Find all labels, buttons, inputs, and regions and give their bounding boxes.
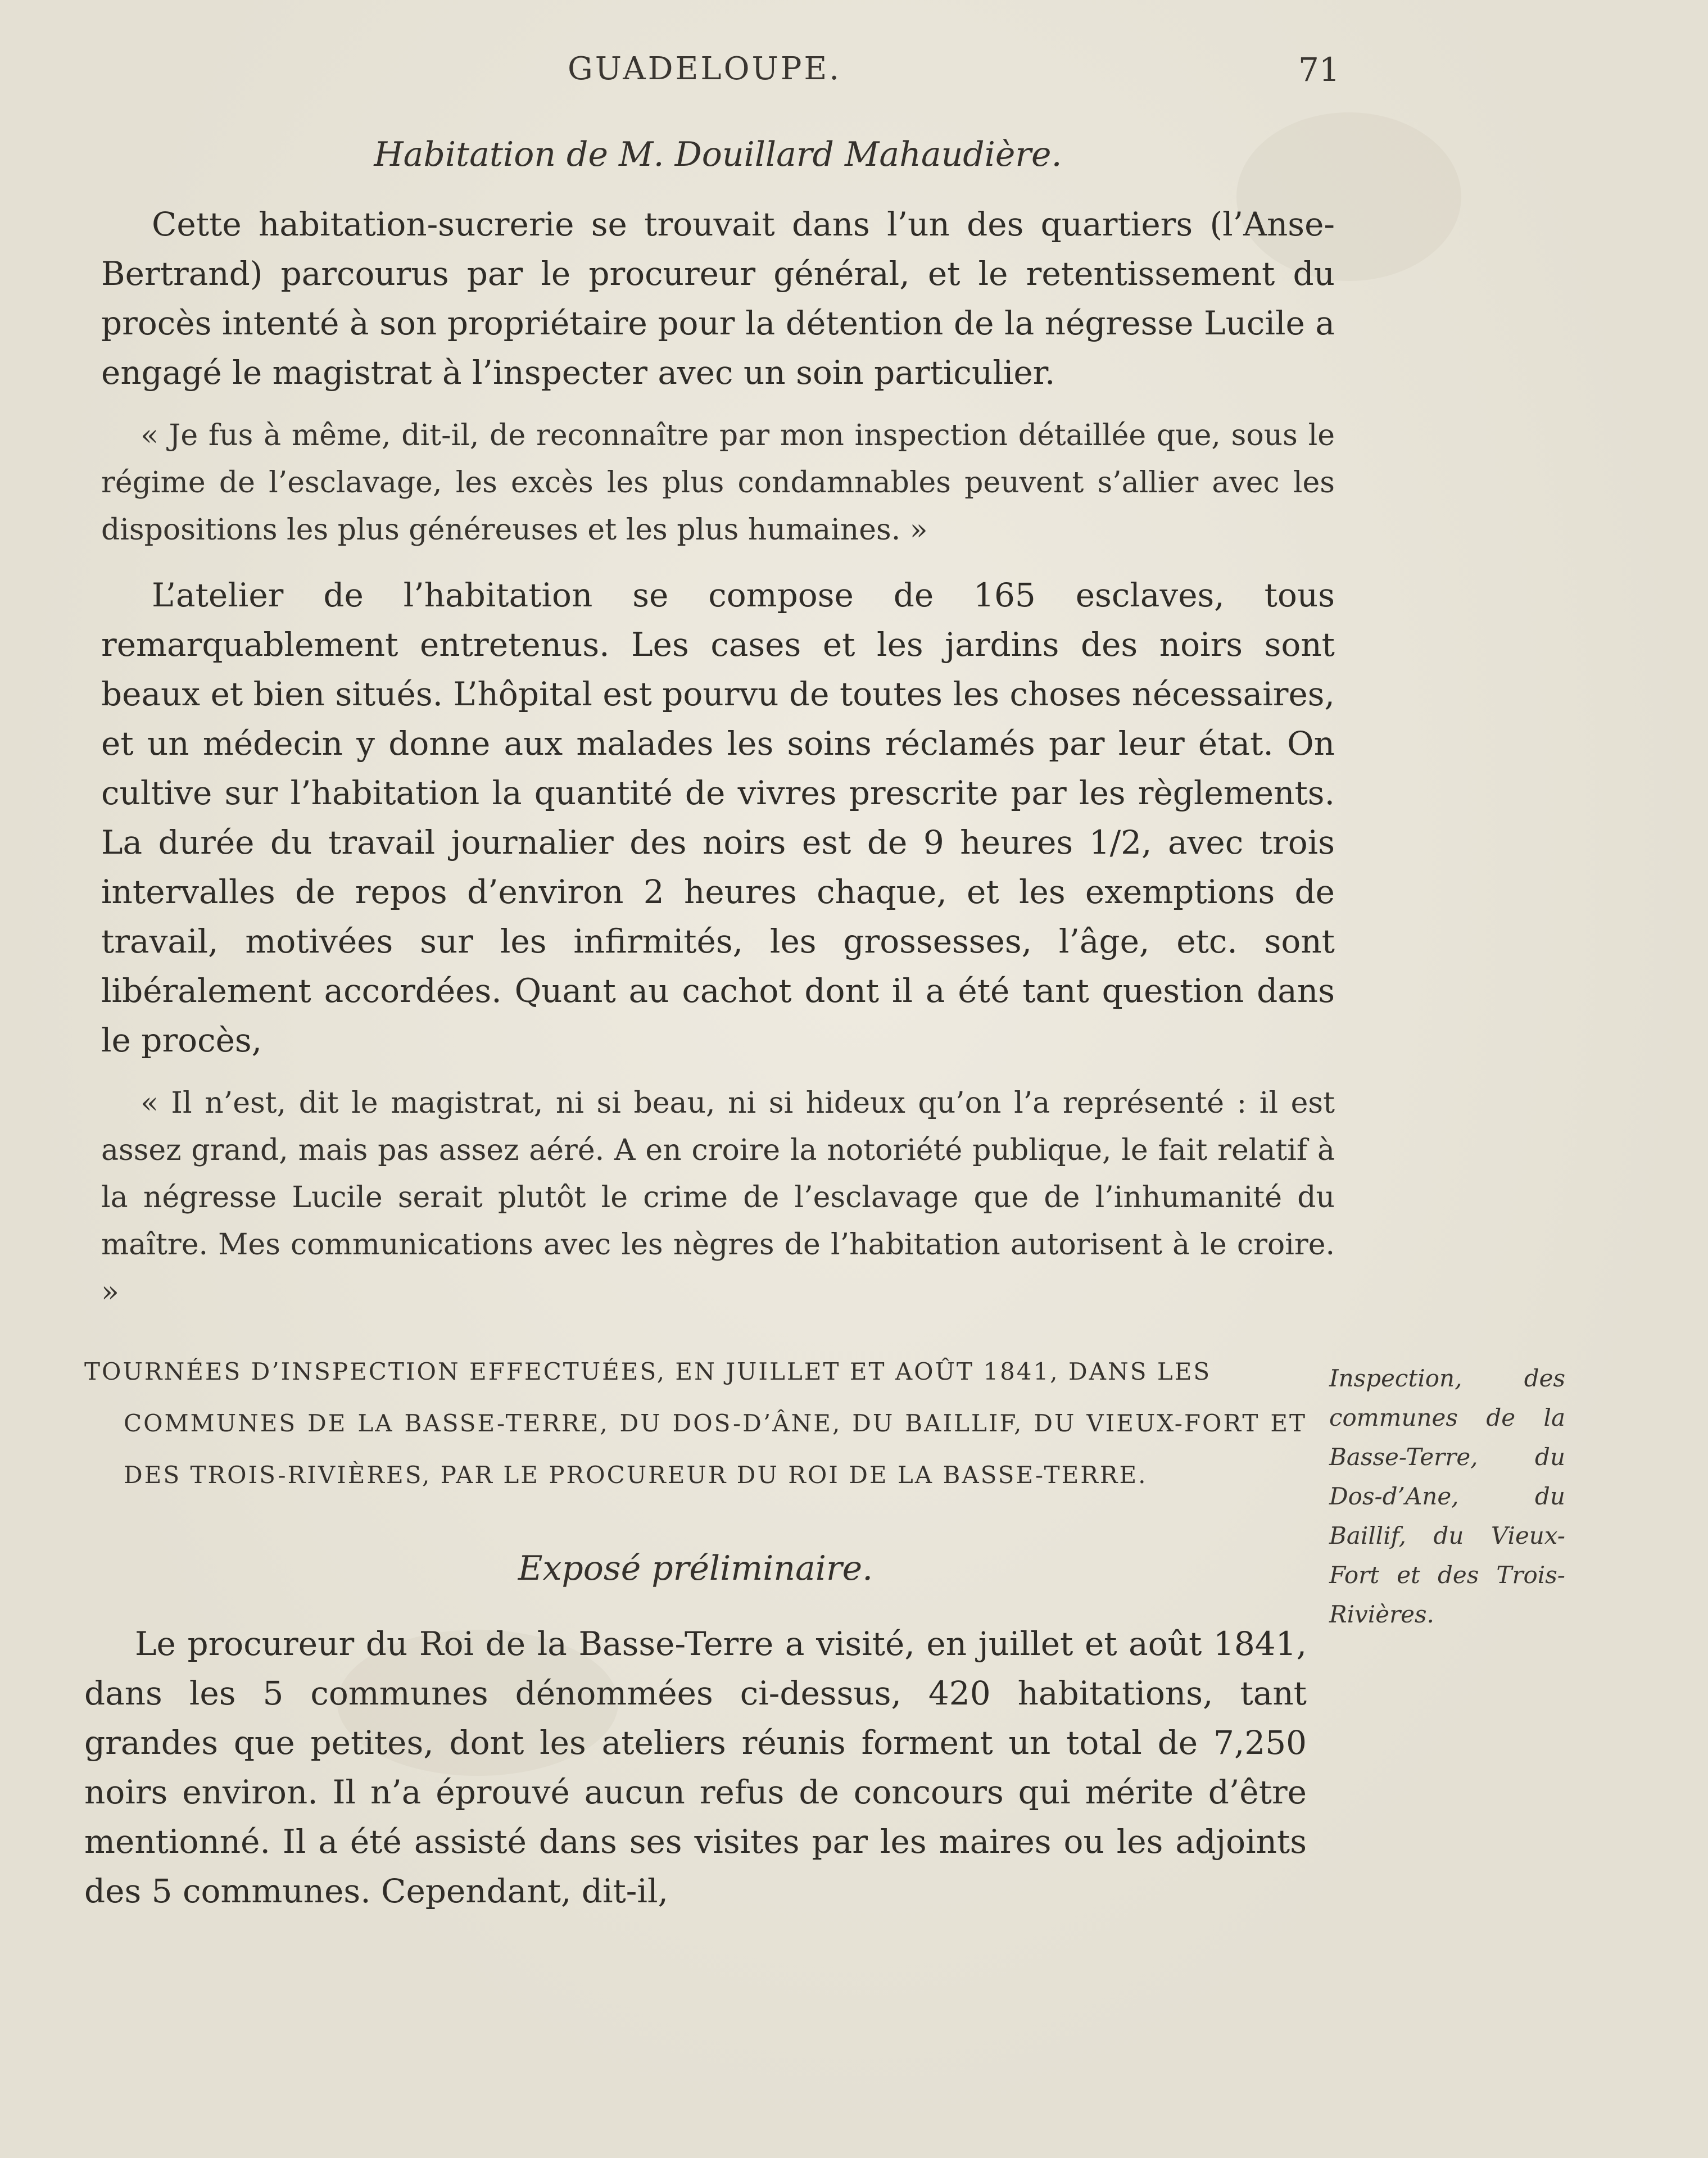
quotation: « Il n’est, dit le magistrat, ni si beau, ni si hideux qu’on l’a représenté : il est assez grand, mais pas assez aéré. A en croire la notoriété publique, le fait relatif à la négresse Lucile serait plutôt le crime de l’esclavage que de l’inhumanité du maître. Mes communications avec les nègres de l’habitation autorisent à le croire. » bbox=[101, 1086, 1335, 1309]
margin-note bbox=[1329, 1359, 1565, 1634]
section-heading: Habitation de M. Douillard Mahaudière. bbox=[374, 135, 1062, 174]
page-number: 71 bbox=[1298, 51, 1340, 89]
caps-heading-line: COMMUNES DE LA BASSE-TERRE, DU DOS-D’ÂNE, DU BAILLIF, DU VIEUX-FORT ET DES TROIS-RIVIÈRES, PAR LE PROCUREUR DU ROI DE LA BASSE-TERRE. bbox=[124, 1409, 1307, 1489]
caps-heading-line: TOURNÉES D’INSPECTION EFFECTUÉES, EN JUILLET ET AOÛT 1841, DANS LES bbox=[84, 1358, 1212, 1385]
paragraph: L’atelier de l’habitation se compose de 165 esclaves, tous remarquablement entretenus. Les cases et les jardins des noirs sont beaux et bien situés. L’hôpital est pourvu de toutes les choses nécessaires, et un médecin y donne aux malades les soins réclamés par leur état. On cultive sur l’habitation la quantité de vivres prescrite par les règlements. La durée du travail journalier des noirs est de 9 heures 1/2, avec trois intervalles de repos d’environ 2 heures chaque, et les exemptions de travail, motivées sur les infirmités, les grossesses, l’âge, etc. sont libéralement accordées. Quant au cachot dont il a été tant question dans le procès, bbox=[101, 576, 1335, 1059]
paragraph: Le procureur du Roi de la Basse-Terre a visité, en juillet et août 1841, dans les 5 communes dénommées ci-dessus, 420 habitations, tant grandes que petites, dont les ateliers réunis forment un total de 7,250 noirs environ. Il n’a éprouvé aucun refus de concours qui mérite d’être mentionné. Il a été assisté dans ses visites par les maires ou les adjoints des 5 communes. Cependant, dit-il, bbox=[84, 1625, 1307, 1910]
section-habitation bbox=[101, 126, 1335, 1316]
running-title: GUADELOUPE. bbox=[568, 51, 842, 87]
margin-note-text: Inspection, des communes de la Basse-Terre, du Dos-d’Ane, du Baillif, du Vieux-Fort et des Trois-Rivières. bbox=[1329, 1364, 1565, 1628]
section-tournees bbox=[84, 1346, 1307, 1916]
quotation: « Je fus à même, dit-il, de reconnaître par mon inspection détaillée que, sous le régime de l’esclavage, les excès les plus condamnables peuvent s’allier avec les dispositions les plus généreuses et les plus humaines. » bbox=[101, 419, 1335, 547]
section-caps-heading bbox=[84, 1346, 1307, 1501]
page-header bbox=[0, 51, 1708, 96]
paragraph: Cette habitation-sucrerie se trouvait dans l’un des quartiers (l’Anse-Bertrand) parcourus par le procureur général, et le retentissement du procès intenté à son propriétaire pour la détention de la négresse Lucile a engagé le magistrat à l’inspecter avec un soin particulier. bbox=[101, 205, 1335, 392]
subheading: Exposé préliminaire. bbox=[518, 1549, 873, 1588]
